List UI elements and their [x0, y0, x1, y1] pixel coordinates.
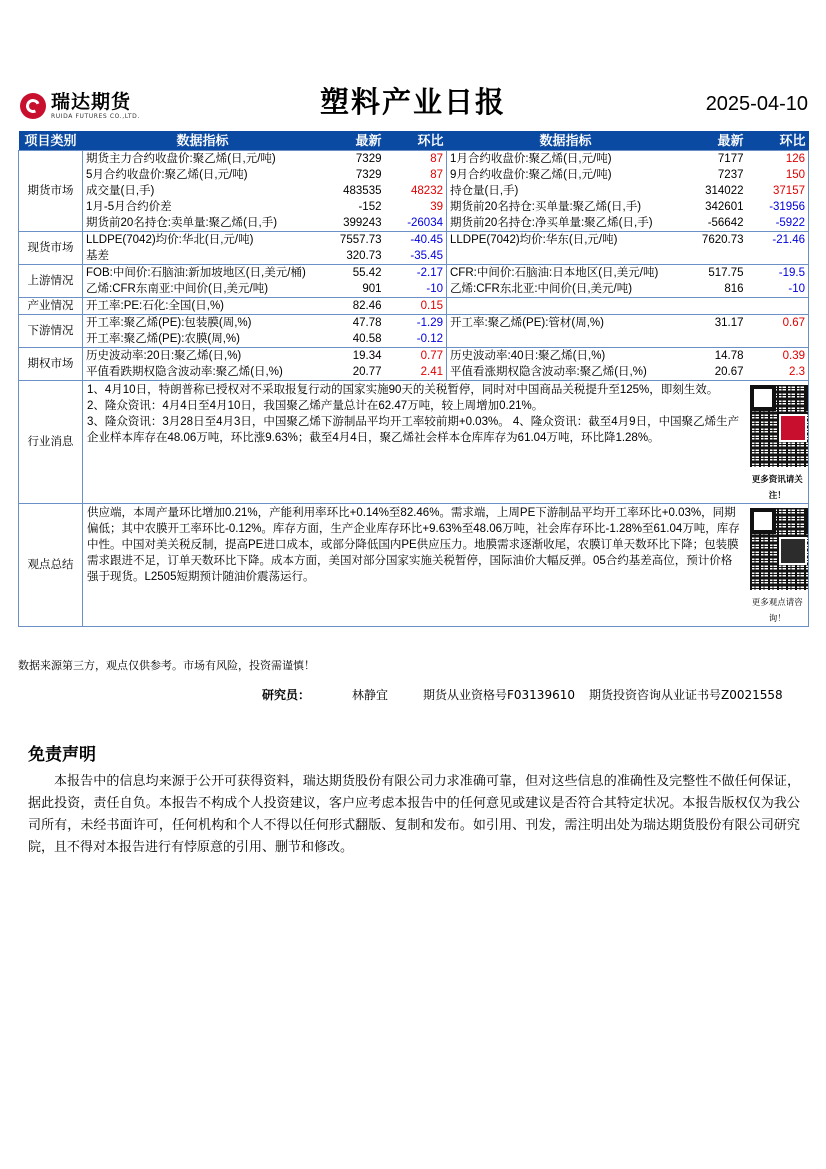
indicator-change: -0.12: [416, 333, 443, 345]
col-header-indicator: 数据指标: [83, 131, 323, 151]
logo-name: 瑞达期货: [51, 90, 132, 113]
indicator-change: 150: [747, 167, 809, 183]
indicator-label: 平值看跌期权隐含波动率:聚乙烯(日,%): [86, 366, 283, 378]
indicator-change: -40.45: [385, 232, 447, 249]
indicator-label: 期货主力合约收盘价:聚乙烯(日,元/吨): [83, 151, 323, 168]
indicator-value: 901: [362, 283, 382, 295]
indicator-change: -1.29: [385, 315, 447, 332]
indicator-label: 乙烯:CFR东北亚:中间价(日,美元/吨): [447, 281, 685, 298]
indicator-change: 48232: [411, 185, 443, 197]
table-header-row: [19, 131, 809, 151]
qr-code-icon: [750, 508, 809, 590]
table-row: [19, 504, 809, 627]
indicator-value: 7237: [717, 169, 744, 181]
indicator-value: 55.42: [323, 265, 385, 282]
indicator-value: 7620.73: [685, 232, 747, 249]
indicator-label: 5月合约收盘价:聚乙烯(日,元/吨): [86, 169, 248, 181]
indicator-change: -35.45: [410, 250, 443, 262]
table-row: [19, 215, 809, 232]
indicator-change: -31956: [747, 199, 809, 215]
indicator-label: 期货前20名持仓:卖单量:聚乙烯(日,手): [86, 217, 278, 229]
category-options: 期权市场: [19, 348, 83, 381]
indicator-value: 314022: [705, 185, 744, 197]
qr-code-icon: [750, 385, 809, 467]
indicator-change: -5922: [747, 215, 809, 232]
indicator-value: 20.67: [714, 366, 744, 378]
report-date: 2025-04-10: [705, 93, 808, 115]
indicator-label: 开工率:聚乙烯(PE):管材(周,%): [447, 315, 685, 332]
category-news: 行业消息: [19, 381, 83, 504]
indicator-value: 342601: [705, 201, 744, 213]
indicator-change: 87: [385, 151, 447, 168]
indicator-change: -26034: [407, 217, 443, 229]
indicator-value: 7329: [323, 151, 385, 168]
indicator-change: -2.17: [385, 265, 447, 282]
indicator-value: 40.58: [352, 333, 382, 345]
indicator-value: -56642: [707, 217, 744, 229]
indicator-value: 320.73: [346, 250, 382, 262]
table-row: [19, 265, 809, 282]
table-row: [19, 151, 809, 168]
table-row: [19, 248, 809, 265]
indicator-change: -19.5: [747, 265, 809, 282]
indicator-label: 期货前20名持仓:买单量:聚乙烯(日,手): [447, 199, 685, 215]
indicator-value: 7557.73: [323, 232, 385, 249]
qr-caption: 更多资讯请关注！: [751, 474, 803, 500]
table-row: [19, 331, 809, 348]
table-row: [19, 199, 809, 215]
indicator-value: 483535: [343, 185, 382, 197]
indicator-value: 816: [724, 283, 744, 295]
indicator-value: 399243: [343, 217, 382, 229]
indicator-change: 2.3: [747, 364, 809, 381]
category-spot: 现货市场: [19, 232, 83, 265]
indicator-label: 历史波动率:40日:聚乙烯(日,%): [447, 348, 685, 365]
qr-panel: [747, 504, 809, 627]
indicator-label: 基差: [86, 250, 109, 262]
researcher-name: 林静宜: [352, 688, 389, 702]
table-row: [19, 183, 809, 199]
indicator-value: 7177: [685, 151, 747, 168]
col-header-indicator-2: 数据指标: [447, 131, 685, 151]
report-title: 塑料产业日报: [319, 85, 506, 119]
table-row: [19, 381, 809, 504]
table-row: [19, 315, 809, 332]
qualification-2: 期货投资咨询从业证书号Z0021558: [589, 688, 783, 702]
table-row: [19, 167, 809, 183]
category-industry: 产业情况: [19, 298, 83, 315]
indicator-change: 2.41: [420, 366, 443, 378]
indicator-change: -21.46: [747, 232, 809, 249]
indicator-value: 517.75: [685, 265, 747, 282]
indicator-label: 1月-5月合约价差: [86, 201, 172, 213]
indicator-change: 0.67: [747, 315, 809, 332]
indicator-value: -152: [358, 201, 382, 213]
indicator-label: 开工率:聚乙烯(PE):包装膜(周,%): [83, 315, 323, 332]
indicator-change: 0.77: [385, 348, 447, 365]
table-row: [19, 364, 809, 381]
indicator-change: 126: [747, 151, 809, 168]
news-text: 1、4月10日，特朗普称已授权对不采取报复行动的国家实施90天的关税暂停，同时对中国商品关税提升至125%，即刻生效。 2、隆众资讯：4月4日至4月10日，我国聚乙烯产量总计在62.47万吨，较上周增加0.21%。 3、隆众资讯：3月28日至4月3日，中国聚乙烯下游制品平均开工率较前期+0.03%。 4、隆众资讯：截至4月9日，中国聚乙烯生产企业样本库存在48.06万吨，环比涨9.63%；截至4月4日，聚乙烯社会样本仓库库存为61.04万吨，环比降1.28%。: [83, 381, 747, 504]
table-row: [19, 298, 809, 315]
indicator-value: 14.78: [685, 348, 747, 365]
category-futures: 期货市场: [19, 151, 83, 232]
indicator-value: 19.34: [323, 348, 385, 365]
researcher-label: 研究员：: [262, 688, 311, 702]
indicator-change: 0.15: [385, 298, 447, 315]
disclaimer-title: 免责声明: [28, 745, 96, 765]
table-row: [19, 232, 809, 249]
indicator-change: 0.39: [747, 348, 809, 365]
category-view: 观点总结: [19, 504, 83, 627]
col-header-category: 项目类别: [19, 131, 83, 151]
category-downstream: 下游情况: [19, 315, 83, 348]
indicator-label: LLDPE(7042)均价:华东(日,元/吨): [447, 232, 685, 249]
col-header-latest: 最新: [323, 131, 385, 151]
col-header-change-2: 环比: [747, 131, 809, 151]
indicator-label: CFR:中间价:石脑油:日本地区(日,美元/吨): [447, 265, 685, 282]
qr-caption: 更多观点请咨询！: [751, 597, 803, 623]
indicator-value: 47.78: [323, 315, 385, 332]
indicator-label: 9月合约收盘价:聚乙烯(日,元/吨): [447, 167, 685, 183]
indicator-label: FOB:中间价:石脑油:新加坡地区(日,美元/桶): [83, 265, 323, 282]
indicator-label: 成交量(日,手): [86, 185, 155, 197]
indicator-value: 20.77: [352, 366, 382, 378]
indicator-change: 37157: [747, 183, 809, 199]
col-header-latest-2: 最新: [685, 131, 747, 151]
table-row: [19, 348, 809, 365]
indicator-label: 平值看涨期权隐含波动率:聚乙烯(日,%): [447, 364, 685, 381]
indicator-label: 历史波动率:20日:聚乙烯(日,%): [83, 348, 323, 365]
disclaimer-body: 本报告中的信息均来源于公开可获得资料，瑞达期货股份有限公司力求准确可靠，但对这些信息的准确性及完整性不做任何保证，据此投资，责任自负。本报告不构成个人投资建议，客户应考虑本报告中的任何意见或建议是否符合其特定状况。本报告版权仅为我公司所有，未经书面许可，任何机构和个人不得以任何形式翻版、复制和发布。如引用、刊发，需注明出处为瑞达期货股份有限公司研究院，且不得对本报告进行有悖原意的引用、删节和修改。: [28, 774, 800, 855]
category-upstream: 上游情况: [19, 265, 83, 298]
qr-panel: [747, 381, 809, 504]
col-header-change: 环比: [385, 131, 447, 151]
indicator-label: 开工率:PE:石化:全国(日,%): [83, 298, 323, 315]
qualification-1: 期货从业资格号F03139610: [423, 688, 575, 702]
indicator-change: -10: [426, 283, 443, 295]
indicator-label: 乙烯:CFR东南亚:中间价(日,美元/吨): [86, 283, 269, 295]
data-table: [18, 131, 809, 627]
indicator-label: 开工率:聚乙烯(PE):农膜(周,%): [86, 333, 240, 345]
view-text: 供应端，本周产量环比增加0.21%，产能利用率环比+0.14%至82.46%。需求端，上周PE下游制品平均开工率环比+0.03%，同期偏低；其中农膜开工率环比-0.12%。库存方面，生产企业库存环比+9.63%至48.06万吨，社会库存环比-1.28%至61.04万吨，库存中性。中国对美关税反制，提高PE进口成本，或部分降低国内PE供应压力。地膜需求逐渐收尾，农膜订单天数环比下降；包装膜需求跟进不足，订单天数环比下降。成本方面，美国对部分国家实施关税暂停，国际油价大幅反弹。05合约基差高位，预计价格强于现货。L2505短期预计随油价震荡运行。: [83, 504, 747, 627]
indicator-change: 87: [430, 169, 443, 181]
table-row: [19, 281, 809, 298]
indicator-value: 31.17: [685, 315, 747, 332]
indicator-value: 82.46: [323, 298, 385, 315]
footnote: 数据来源第三方，观点仅供参考。市场有风险，投资需谨慎！: [18, 659, 315, 672]
indicator-change: 39: [430, 201, 443, 213]
indicator-label: 持仓量(日,手): [447, 183, 685, 199]
indicator-label: 期货前20名持仓:净买单量:聚乙烯(日,手): [447, 215, 685, 232]
indicator-value: 7329: [355, 169, 382, 181]
indicator-change: -10: [747, 281, 809, 298]
indicator-label: 1月合约收盘价:聚乙烯(日,元/吨): [447, 151, 685, 168]
logo-name-en: RUIDA FUTURES CO.,LTD.: [51, 112, 140, 120]
indicator-label: LLDPE(7042)均价:华北(日,元/吨): [83, 232, 323, 249]
